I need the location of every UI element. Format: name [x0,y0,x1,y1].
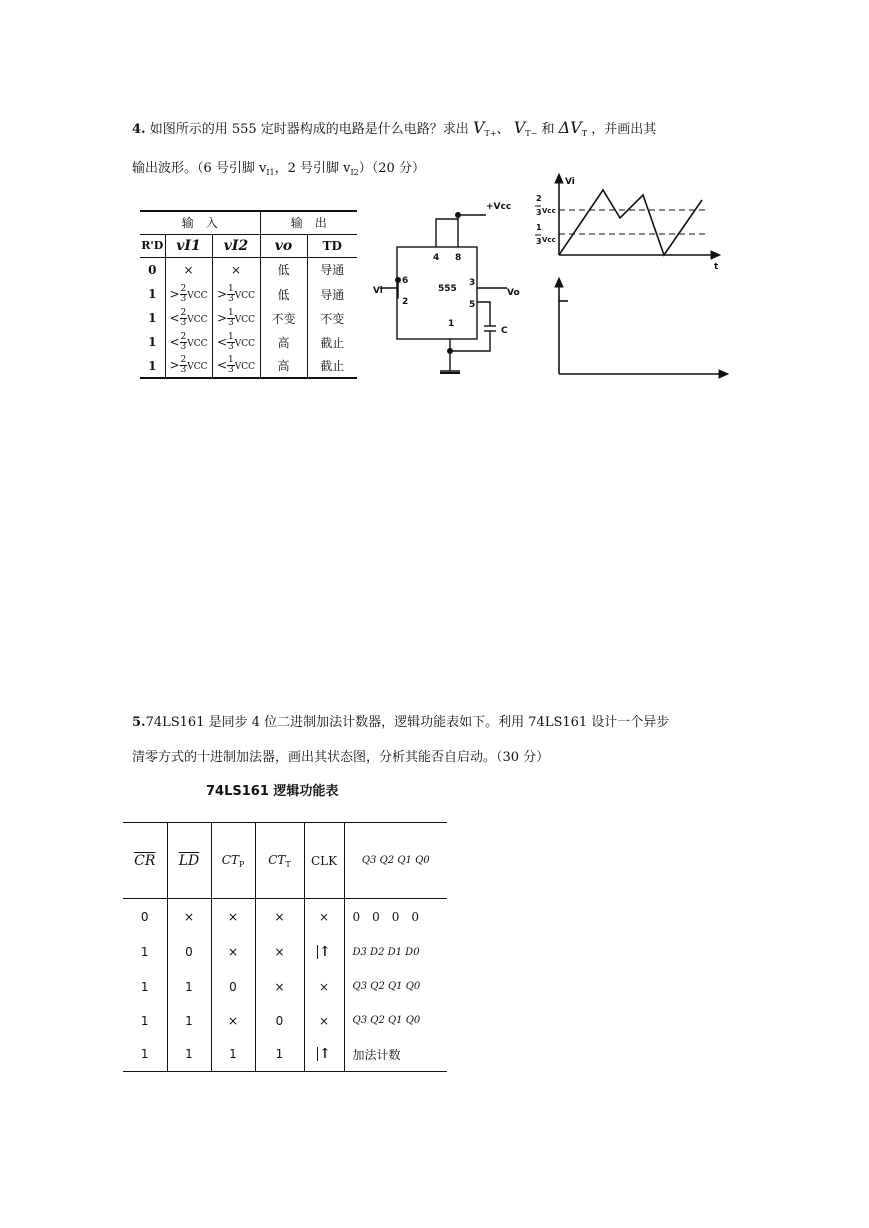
rd-cell: 1 [140,330,165,354]
out-cell: Q3 Q2 Q1 Q0 [352,981,421,992]
cond-cell: × [165,257,212,282]
ctt-cell: 0 [255,1004,304,1038]
lower-vcc: Vcc [542,236,556,244]
ld-cell: 1 [167,1004,211,1038]
cr-cell: 1 [123,1004,167,1038]
clk-cell: × [304,899,344,935]
table2-row [123,935,447,970]
ld-cell: × [167,899,211,935]
td-cell: 截止 [320,359,345,373]
table1-row [140,354,357,378]
q4-line1: 4. 如图所示的用 555 定时器构成的电路是什么电路？求出 $V_{T+}$、 $V_{T-}$ 和 $\Delta V_T$ ，并画出其 [132,118,657,138]
header-clk: CLK [304,823,344,899]
cond-cell: < $\frac{1}{3}$ VCC [212,354,260,378]
header-ctp: $CT_P$ [211,823,255,899]
ctt-cell: 1 [255,1038,304,1072]
ctt-cell: × [255,970,304,1004]
table2-title: 74LS161 逻辑功能表 [206,784,339,799]
waveform-diagram [528,170,733,382]
table2-row [123,1038,447,1072]
q5-number: 5 [132,715,142,730]
clk-cell [304,935,344,970]
cond-cell: > $\frac{2}{3}$ VCC [165,282,212,306]
q5-text1: 74LS161 是同步 4 位二进制加法计数器，逻辑功能表如下。利用 74LS161 设计一个异步 [145,715,670,730]
ld-cell: 1 [167,1038,211,1072]
cond-cell: > $\frac{1}{3}$ VCC [212,282,260,306]
upper-num: 2 [536,194,542,203]
ctp-cell: × [211,935,255,970]
cond-cell: < $\frac{1}{3}$ VCC [212,330,260,354]
cap-label: C [501,326,508,336]
out-cell: 0 0 0 0 [352,910,420,925]
pin8-label: 8 [455,253,462,263]
ld-cell: 1 [167,970,211,1004]
table2-row [123,970,447,1004]
vt-minus: $V_{T-}$ [513,118,538,138]
ctt-cell: × [255,935,304,970]
vo-label: Vo [507,288,520,298]
circuit-555 [370,195,530,385]
cond-cell: > $\frac{2}{3}$ VCC [165,354,212,378]
header-output: 输 出 [290,216,327,231]
q4-sep: 、 [496,122,510,137]
vo-cell: 低 [260,257,307,282]
header-vi2: vI2 [212,234,260,257]
table2-row [123,1004,447,1038]
ld-cell: 0 [167,935,211,970]
vo-cell: 高 [260,354,307,378]
table1-row [140,282,357,306]
upper-den: 3 [536,208,542,217]
clk-cell: × [304,970,344,1004]
rising-edge-icon: ↑ [319,1046,331,1063]
table1-row [140,330,357,354]
td-cell: 导通 [320,287,345,302]
cond-cell: > $\frac{1}{3}$ VCC [212,306,260,330]
table1-row [140,306,357,330]
cr-cell: 1 [123,1038,167,1072]
header-ld: $\overline{LD}$ [167,823,211,899]
header-q: Q3 Q2 Q1 Q0 [361,855,430,866]
pin5-label: 5 [469,300,476,310]
cond-cell: < $\frac{2}{3}$ VCC [165,330,212,354]
vo-cell: 不变 [260,306,307,330]
vt-plus: $V_{T+}$ [472,118,497,138]
q4-and: 和 [541,122,555,137]
header-cr: $\overline{CR}$ [123,823,167,899]
rising-edge-icon: ↑ [319,944,331,960]
q4-line2: 输出波形。（6 号引脚 $v_{I1}$，2 号引脚 $v_{I2})(20$ 分） [132,161,425,177]
header-rd: R'D [140,234,165,257]
pin2-label: 2 [402,297,409,307]
out-cell: Q3 Q2 Q1 Q0 [352,1015,421,1026]
cr-cell: 0 [123,899,167,935]
header-td: TD [322,238,342,253]
cond-cell: < $\frac{2}{3}$ VCC [165,306,212,330]
q5-line2: 清零方式的十进制加法器，画出其状态图，分析其能否自启动。（30 分） [132,750,550,765]
rd-cell: 1 [140,354,165,378]
header-input: 输 入 [140,211,260,234]
ctp-cell: 1 [211,1038,255,1072]
td-cell: 不变 [320,311,345,326]
rd-cell: 1 [140,306,165,330]
cr-cell: 1 [123,935,167,970]
q4-text-b: ，并画出其 [591,122,657,137]
ctp-cell: × [211,899,255,935]
cr-cell: 1 [123,970,167,1004]
vcc-label: +Vcc [486,202,512,212]
lower-num: 1 [536,223,542,232]
ctt-cell: × [255,899,304,935]
td-cell: 导通 [320,263,345,278]
clk-cell: × [304,1004,344,1038]
vi-node [395,277,401,283]
clk-cell [304,1038,344,1072]
q4-number: 4 [132,122,142,137]
table2-row [123,899,447,935]
rd-cell: 1 [140,282,165,306]
out-cell: 加法计数 [352,1047,401,1062]
header-vi1: vI1 [165,234,212,257]
pin1-label: 1 [448,319,455,329]
upper-vcc: Vcc [542,207,556,215]
chip-label: 555 [438,284,457,294]
q4-text-a: 如图所示的用 555 定时器构成的电路是什么电路？求出 [149,122,469,137]
table-555-function [140,210,357,379]
wave-ylabel: Vi [565,177,575,187]
pin3-label: 3 [469,278,476,288]
vcc-node [455,212,461,218]
out-cell: D3 D2 D1 D0 [352,946,420,958]
vi-label: Vi [373,286,383,296]
wave-xlabel: t [714,262,719,272]
q5-line1: 5.74LS161 是同步 4 位二进制加法计数器，逻辑功能表如下。利用 74LS161 设计一个异步 [132,715,670,730]
table1-row [140,257,357,282]
lower-den: 3 [536,237,542,246]
ctp-cell: × [211,1004,255,1038]
vo-cell: 高 [260,330,307,354]
pin6-label: 6 [402,276,409,286]
header-vo: vo [260,234,307,257]
table-74ls161 [123,822,447,1072]
delta-vt: $\Delta V_T$ [558,118,588,138]
td-cell: 截止 [320,335,345,350]
header-ctt: $CT_T$ [255,823,304,899]
rd-cell: 0 [140,257,165,282]
vo-cell: 低 [260,282,307,306]
ctp-cell: 0 [211,970,255,1004]
ground-node [447,348,453,354]
cond-cell: × [212,257,260,282]
pin4-label: 4 [433,253,440,263]
